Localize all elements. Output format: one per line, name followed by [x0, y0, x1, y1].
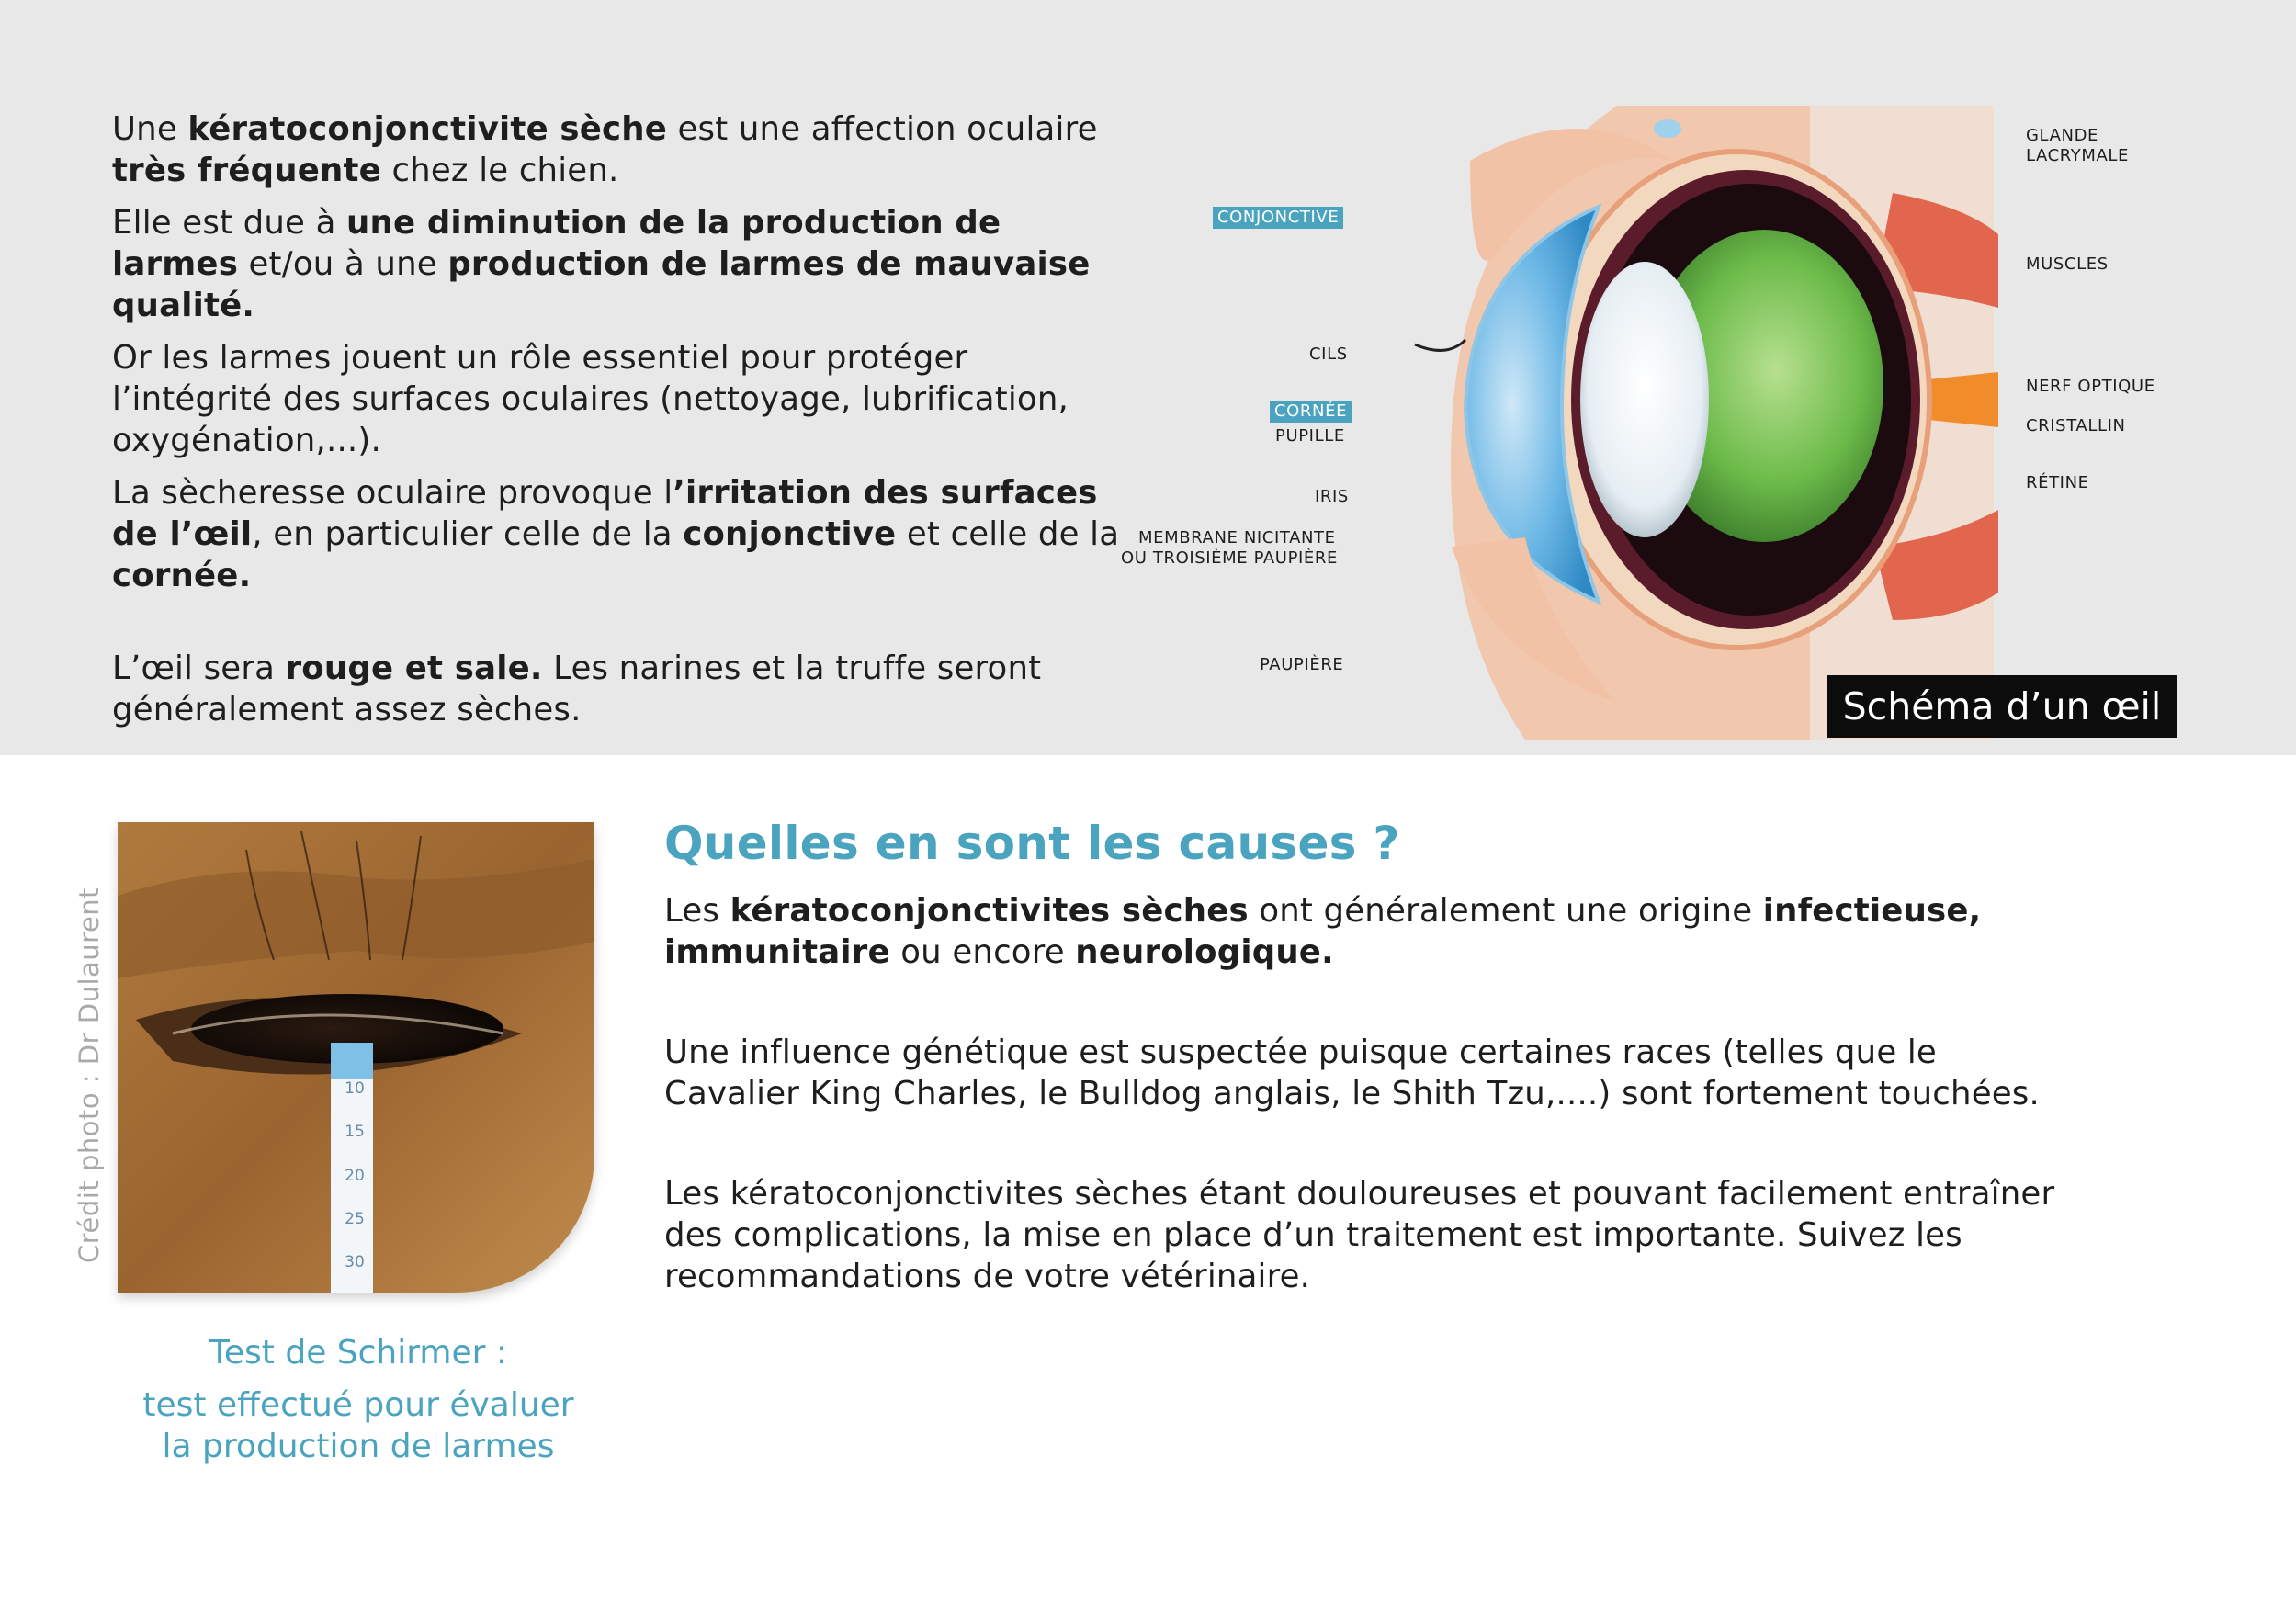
label-retine: RÉTINE: [2026, 473, 2089, 492]
causes-paragraph-1: [664, 890, 2061, 973]
label-nerf-optique: NERF OPTIQUE: [2026, 377, 2155, 396]
label-cils: CILS: [1309, 344, 1348, 364]
bold-text: ’irritation des surfaces de l’œil: [112, 474, 1098, 553]
bold-text: neurologique.: [1075, 933, 1334, 971]
intro-paragraph-5: [112, 648, 1123, 730]
label-glande-2: LACRYMALE: [2026, 146, 2130, 165]
bold-text: kératoconjonctivites sèches: [730, 892, 1249, 930]
intro-text: [112, 108, 1123, 741]
strip-tick: 30: [345, 1253, 365, 1271]
intro-paragraph-3: Or les larmes jouent un rôle essentiel pour protéger l’intégrité des surfaces oculaires (nettoyage, lubrification, oxygénation,...).: [112, 339, 1069, 459]
intro-paragraph-1: [112, 108, 1123, 191]
text: et celle de la: [896, 515, 1120, 553]
text: Les: [664, 892, 730, 930]
text: , en particulier celle de la: [252, 515, 684, 553]
bold-text: production de larmes de mauvaise qualité.: [112, 245, 1091, 324]
bold-text: très fréquente: [112, 152, 381, 189]
label-conjonctive: CONJONCTIVE: [1213, 207, 1343, 229]
eye-diagram: [1103, 106, 2214, 749]
label-iris: IRIS: [1315, 487, 1349, 506]
causes-section: [664, 813, 2061, 1356]
caption-line-3: la production de larmes: [162, 1428, 555, 1465]
strip-tick: 10: [345, 1079, 365, 1098]
diagram-caption: Schéma d’un œil: [1827, 675, 2177, 738]
text: La sècheresse oculaire provoque l: [112, 474, 673, 512]
label-membrane-2: OU TROISIÈME PAUPIÈRE: [1121, 548, 1338, 568]
causes-paragraph-2: Une influence génétique est suspectée puisque certaines races (telles que le Cavalier King Charles, le Bulldog anglais, le Shith Tzu,....) sont fortement touchées.: [664, 1033, 2040, 1112]
text: ont généralement une origine: [1248, 892, 1763, 930]
label-cornee: CORNÉE: [1270, 401, 1352, 423]
causes-paragraph-3: Les kératoconjonctivites sèches étant douloureuses et pouvant facilement entraîner des complications, la mise en place d’un traitement est importante. Suivez les recommandations de votre vétérinaire.: [664, 1175, 2055, 1295]
text: L’œil sera: [112, 649, 286, 687]
text: ou encore: [889, 933, 1076, 971]
photo-caption: [110, 1332, 606, 1467]
label-glande-1: GLANDE: [2026, 126, 2099, 145]
label-muscles: MUSCLES: [2026, 254, 2109, 274]
bold-text: kératoconjonctivite sèche: [187, 110, 668, 148]
bold-text: infectieuse, immunitaire: [664, 892, 1982, 971]
text: Elle est due à: [112, 204, 347, 242]
strip-tick: 20: [345, 1167, 365, 1185]
caption-line-2: test effectué pour évaluer: [142, 1386, 574, 1424]
label-paupiere: PAUPIÈRE: [1260, 655, 1344, 674]
dog-eye-image: [118, 822, 594, 1293]
bold-text: cornée.: [112, 557, 252, 594]
bold-text: une diminution de la production de larmes: [112, 204, 1001, 283]
strip-tick: 15: [345, 1123, 365, 1141]
intro-paragraph-2: [112, 202, 1123, 326]
label-membrane-1: MEMBRANE NICITANTE: [1138, 528, 1336, 548]
text: chez le chien.: [380, 152, 619, 189]
intro-paragraph-4: [112, 472, 1123, 596]
text: est une affection oculaire: [667, 110, 1098, 148]
bold-text: rouge et sale.: [285, 649, 543, 687]
text: Une: [112, 110, 188, 148]
causes-title: Quelles en sont les causes ?: [664, 817, 1400, 870]
caption-title: Test de Schirmer :: [209, 1334, 507, 1372]
label-pupille: PUPILLE: [1275, 426, 1345, 446]
bold-text: conjonctive: [683, 515, 897, 553]
text: et/ou à une: [238, 245, 448, 283]
strip-tick: 25: [345, 1210, 365, 1228]
label-cristallin: CRISTALLIN: [2026, 416, 2126, 435]
photo-credit: Crédit photo : Dr Dulaurent: [74, 887, 105, 1263]
text: Les narines et la truffe seront généralement assez sèches.: [112, 649, 1042, 728]
schirmer-photo: [118, 822, 594, 1293]
